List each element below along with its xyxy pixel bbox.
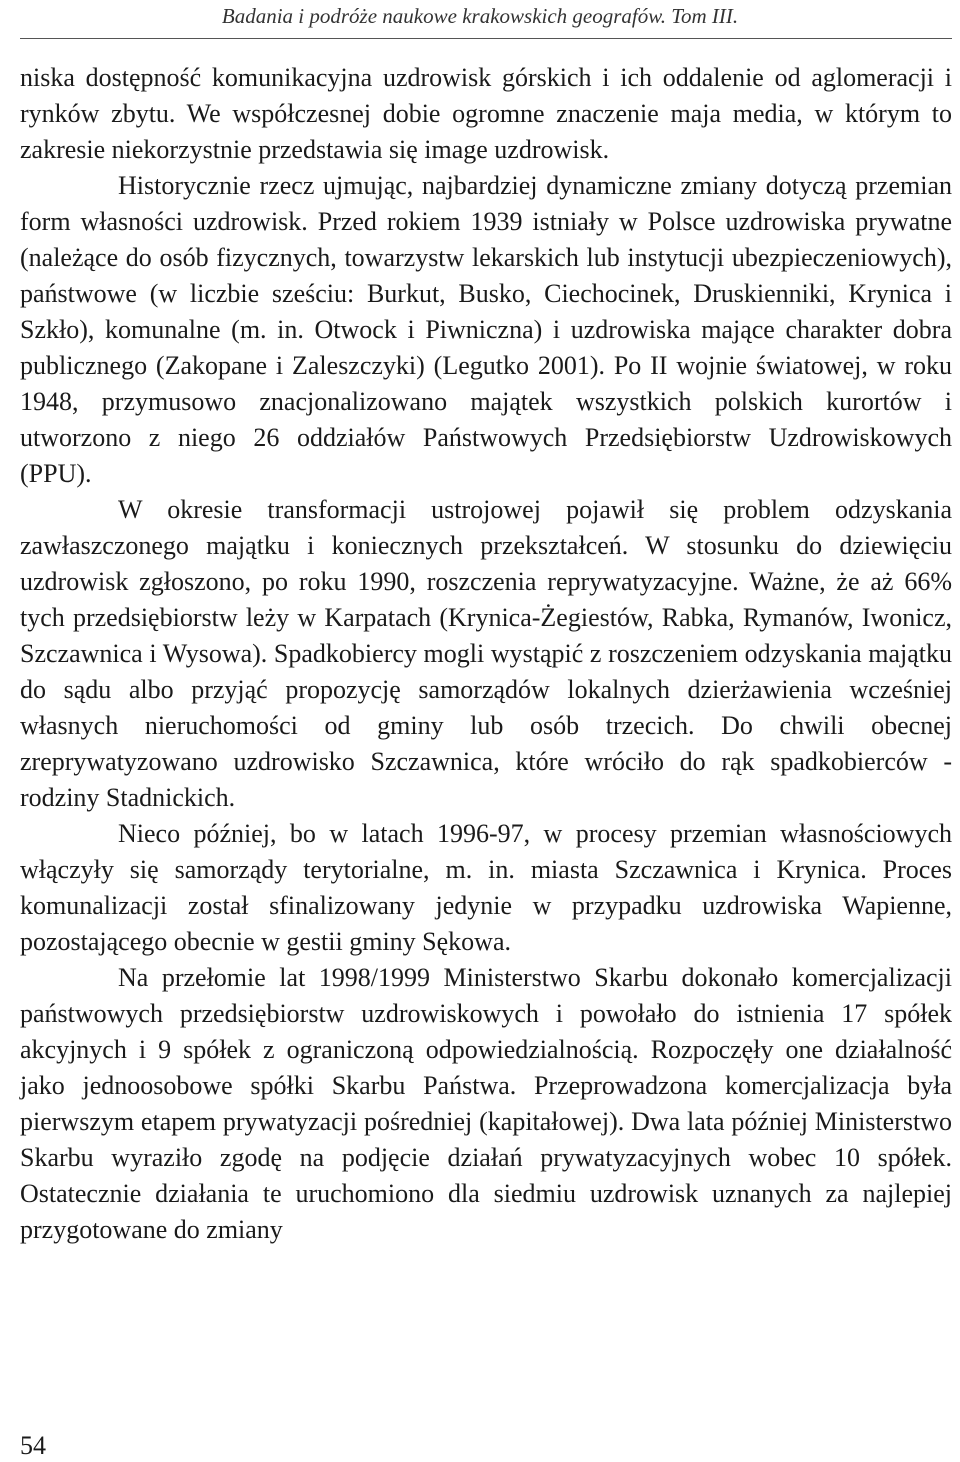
paragraph-continuation: niska dostępność komunikacyjna uzdrowisk górskich i ich oddalenie od aglomeracji i rynków zbytu. We współczesnej dobie ogromne znaczenie maja media, w którym to zakresie niekorzystnie przedstawia się image uzdrowisk.	[20, 63, 952, 164]
paragraph-ownership-history: Historycznie rzecz ujmując, najbardziej dynamiczne zmiany dotyczą przemian form własności uzdrowisk. Przed rokiem 1939 istniały w Polsce uzdrowiska prywatne (należące do osób fizycznych, towarzystw lekarskich lub instytucji ubezpieczeniowych), państwowe (w liczbie sześciu: Burkut, Busko, Ciechocinek, Druskienniki, Krynica i Szkło), komunalne (m. in. Otwock i Piwniczna) i uzdrowiska mające charakter dobra publicznego (Zakopane i Zaleszczyki) (Legutko 2001). Po II wojnie światowej, w roku 1948, przymusowo znacjonalizowano majątek wszystkich polskich kurortów i utworzono z niego 26 oddziałów Państwowych Przedsiębiorstw Uzdrowiskowych (PPU).	[20, 171, 952, 488]
body-text	[20, 60, 952, 1248]
running-header: Badania i podróże naukowe krakowskich geografów. Tom III.	[221, 4, 739, 28]
page-number: 54	[20, 1431, 46, 1460]
paragraph-transformation: W okresie transformacji ustrojowej pojawił się problem odzyskania zawłaszczonego majątku i koniecznych przekształceń. W stosunku do dziewięciu uzdrowisk zgłoszono, po roku 1990, roszczenia reprywatyzacyjne. Ważne, że aż 66% tych przedsiębiorstw leży w Karpatach (Krynica-Żegiestów, Rabka, Rymanów, Iwonicz, Szczawnica i Wysowa). Spadkobiercy mogli wystąpić z roszczeniem odzyskania majątku do sądu albo przyjąć propozycję samorządów lokalnych dzierżawienia wcześniej własnych nieruchomości od gminy lub osób trzecich. Do chwili obecnej zreprywatyzowano uzdrowisko Szczawnica, które wróciło do rąk spadkobierców - rodziny Stadnickich.	[20, 495, 952, 812]
paragraph-communalization: Nieco później, bo w latach 1996-97, w procesy przemian własnościowych włączyły się samorządy terytorialne, m. in. miasta Szczawnica i Krynica. Proces komunalizacji został sfinalizowany jedynie w przypadku uzdrowiska Wapienne, pozostającego obecnie w gestii gminy Sękowa.	[20, 819, 952, 956]
paragraph-commercialization: Na przełomie lat 1998/1999 Ministerstwo Skarbu dokonało komercjalizacji państwowych przedsiębiorstw uzdrowiskowych i powołało do istnienia 17 spółek akcyjnych i 9 spółek z ograniczoną odpowiedzialnością. Rozpoczęły one działalność jako jednoosobowe spółki Skarbu Państwa. Przeprowadzona komercjalizacja była pierwszym etapem prywatyzacji pośredniej (kapitałowej). Dwa lata później Ministerstwo Skarbu wyraziło zgodę na podjęcie działań prywatyzacyjnych wobec 10 spółek. Ostatecznie działania te uruchomiono dla siedmiu uzdrowisk uznanych za najlepiej przygotowane do zmiany	[20, 963, 952, 1244]
header-divider	[20, 38, 952, 39]
